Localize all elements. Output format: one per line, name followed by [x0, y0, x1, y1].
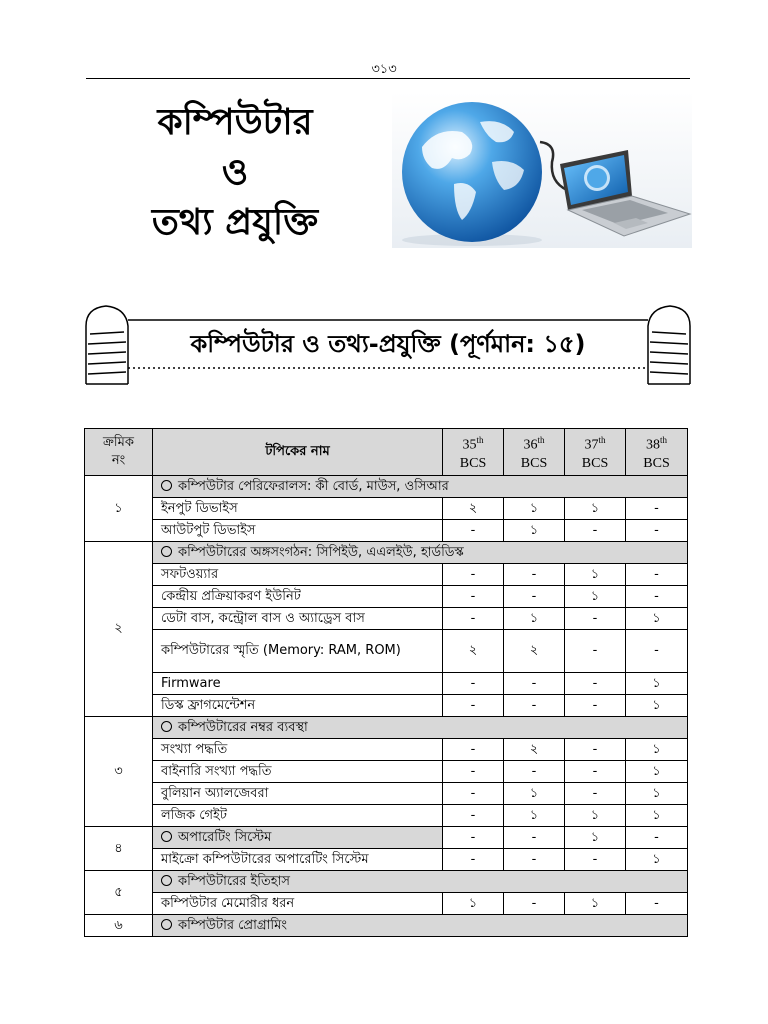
value-cell: -	[443, 783, 504, 805]
value-cell: -	[504, 673, 565, 695]
section-label: কম্পিউটারের নম্বর ব্যবস্থা	[178, 719, 308, 735]
value-cell: ১	[565, 893, 626, 915]
topic-cell: মাইক্রো কম্পিউটারের অপারেটিং সিস্টেম	[153, 849, 443, 871]
topic-cell: ডিস্ক ফ্রাগমেন্টেশন	[153, 695, 443, 717]
topic-cell: বুলিয়ান অ্যালজেবরা	[153, 783, 443, 805]
value-cell: -	[443, 673, 504, 695]
banner-title: কম্পিউটার ও তথ্য-প্রযুক্তি (পূর্ণমান: ১৫)	[190, 330, 586, 358]
topic-cell: সংখ্যা পদ্ধতি	[153, 739, 443, 761]
section-label: অপারেটিং সিস্টেম	[178, 829, 272, 845]
bcs-sup: th	[476, 435, 484, 446]
topic-cell: Firmware	[153, 673, 443, 695]
value-cell: -	[626, 893, 688, 915]
value-cell: ১	[626, 849, 688, 871]
bcs-num: 35	[462, 437, 477, 453]
bcs-label: BCS	[581, 455, 609, 471]
value-cell: ১	[626, 608, 688, 630]
value-cell: -	[626, 564, 688, 586]
header-rule	[86, 78, 690, 79]
table-row	[85, 673, 688, 695]
section-row	[85, 476, 688, 498]
table-row	[85, 761, 688, 783]
bcs-37-header	[565, 429, 626, 476]
value-cell: ২	[443, 630, 504, 673]
value-cell: ১	[626, 673, 688, 695]
bcs-36-header	[504, 429, 565, 476]
topic-cell: আউটপুট ডিভাইস	[153, 520, 443, 542]
value-cell: -	[443, 827, 504, 849]
value-cell: ১	[565, 805, 626, 827]
value-cell: -	[504, 893, 565, 915]
value-cell: -	[565, 673, 626, 695]
table-row	[85, 586, 688, 608]
title-line-1: কম্পিউটার	[157, 102, 313, 143]
value-cell: -	[565, 520, 626, 542]
title-line-2: ও	[221, 152, 249, 193]
value-cell: -	[626, 520, 688, 542]
value-cell: ১	[565, 827, 626, 849]
value-cell: -	[504, 761, 565, 783]
value-cell: -	[504, 849, 565, 871]
value-cell: -	[565, 695, 626, 717]
value-cell: ১	[626, 805, 688, 827]
topic-cell: বাইনারি সংখ্যা পদ্ধতি	[153, 761, 443, 783]
table-row	[85, 695, 688, 717]
section-row	[85, 717, 688, 739]
value-cell: ১	[626, 695, 688, 717]
section-label: কম্পিউটার প্রোগ্রামিং	[178, 917, 287, 933]
value-cell: -	[504, 564, 565, 586]
section-label: কম্পিউটারের অঙ্গসংগঠন: সিপিইউ, এএলইউ, হার্ডডিস্ক	[178, 544, 464, 560]
value-cell: -	[504, 827, 565, 849]
bcs-sup: th	[598, 435, 606, 446]
topic-cell: সফটওয়্যার	[153, 564, 443, 586]
section-row	[85, 871, 688, 893]
bcs-num: 38	[645, 437, 660, 453]
bcs-sup: th	[537, 435, 545, 446]
section-title	[153, 827, 443, 849]
value-cell: -	[443, 739, 504, 761]
section-banner	[80, 296, 696, 392]
topic-cell: লজিক গেইট	[153, 805, 443, 827]
topic-cell: ইনপুট ডিভাইস	[153, 498, 443, 520]
serial-cell: ৪	[85, 827, 153, 871]
value-cell: ১	[626, 739, 688, 761]
value-cell: ২	[443, 498, 504, 520]
value-cell: ১	[504, 520, 565, 542]
topic-cell: কেন্দ্রীয় প্রক্রিয়াকরণ ইউনিট	[153, 586, 443, 608]
table-row	[85, 608, 688, 630]
value-cell: ১	[504, 805, 565, 827]
value-cell: -	[565, 739, 626, 761]
bcs-label: BCS	[520, 455, 548, 471]
table-row	[85, 739, 688, 761]
value-cell: -	[443, 564, 504, 586]
serial-cell: ৩	[85, 717, 153, 827]
value-cell: -	[443, 849, 504, 871]
value-cell: -	[565, 608, 626, 630]
table-row	[85, 630, 688, 673]
table-row	[85, 498, 688, 520]
title-line-3: তথ্য প্রযুক্তি	[151, 202, 319, 243]
value-cell: ১	[443, 893, 504, 915]
table-row	[85, 783, 688, 805]
table-header-row	[85, 429, 688, 476]
value-cell: -	[626, 498, 688, 520]
table-row	[85, 564, 688, 586]
value-cell: -	[565, 849, 626, 871]
value-cell: -	[626, 586, 688, 608]
table-row	[85, 520, 688, 542]
serial-cell: ৬	[85, 915, 153, 937]
value-cell: -	[443, 608, 504, 630]
section-row	[85, 542, 688, 564]
serial-cell: ৫	[85, 871, 153, 915]
main-title	[110, 98, 360, 248]
bcs-sup: th	[659, 435, 667, 446]
value-cell: -	[443, 761, 504, 783]
serial-header-line1: ক্রমিক	[103, 435, 134, 450]
circle-bullet-icon	[161, 480, 172, 491]
bcs-label: BCS	[643, 455, 670, 471]
section-title	[153, 915, 688, 937]
value-cell: ১	[504, 608, 565, 630]
section-title	[153, 476, 688, 498]
bcs-38-header	[626, 429, 688, 476]
value-cell: ১	[565, 586, 626, 608]
value-cell: ১	[504, 783, 565, 805]
topic-cell: কম্পিউটার মেমোরীর ধরন	[153, 893, 443, 915]
serial-header-line2: নং	[111, 453, 126, 468]
serial-cell: ১	[85, 476, 153, 542]
bcs-label: BCS	[459, 455, 487, 471]
section-title	[153, 871, 688, 893]
circle-bullet-icon	[161, 831, 172, 842]
value-cell: ১	[504, 498, 565, 520]
page-number: ৩১৩	[371, 62, 397, 77]
topic-cell: ডেটা বাস, কন্ট্রোল বাস ও অ্যাড্রেস বাস	[153, 608, 443, 630]
topic-header: টপিকের নাম	[153, 429, 443, 476]
value-cell: ১	[626, 761, 688, 783]
bcs-num: 36	[523, 437, 538, 453]
value-cell: -	[565, 630, 626, 673]
value-cell: -	[626, 630, 688, 673]
value-cell: -	[565, 783, 626, 805]
value-cell: ২	[504, 739, 565, 761]
table-row	[85, 805, 688, 827]
bcs-num: 37	[584, 437, 599, 453]
circle-bullet-icon	[161, 875, 172, 886]
syllabus-table	[84, 428, 688, 937]
value-cell: -	[443, 586, 504, 608]
section-row	[85, 827, 688, 849]
section-label: কম্পিউটারের ইতিহাস	[178, 873, 290, 889]
section-title	[153, 542, 688, 564]
circle-bullet-icon	[161, 919, 172, 930]
table-row	[85, 893, 688, 915]
circle-bullet-icon	[161, 721, 172, 732]
circle-bullet-icon	[161, 546, 172, 557]
value-cell: -	[565, 761, 626, 783]
table-row	[85, 849, 688, 871]
serial-header	[85, 429, 153, 476]
value-cell: ১	[565, 498, 626, 520]
value-cell: ১	[626, 783, 688, 805]
value-cell: -	[443, 805, 504, 827]
value-cell: -	[504, 695, 565, 717]
serial-cell: ২	[85, 542, 153, 717]
section-label: কম্পিউটার পেরিফেরালস: কী বোর্ড, মাউস, ওসিআর	[178, 478, 449, 494]
topic-cell: কম্পিউটারের স্মৃতি (Memory: RAM, ROM)	[153, 630, 443, 673]
section-title	[153, 717, 688, 739]
value-cell: -	[504, 586, 565, 608]
section-row	[85, 915, 688, 937]
value-cell: ১	[565, 564, 626, 586]
value-cell: -	[443, 520, 504, 542]
value-cell: -	[626, 827, 688, 849]
bcs-35-header	[443, 429, 504, 476]
value-cell: ২	[504, 630, 565, 673]
globe-laptop-illustration	[392, 92, 692, 248]
value-cell: -	[443, 695, 504, 717]
